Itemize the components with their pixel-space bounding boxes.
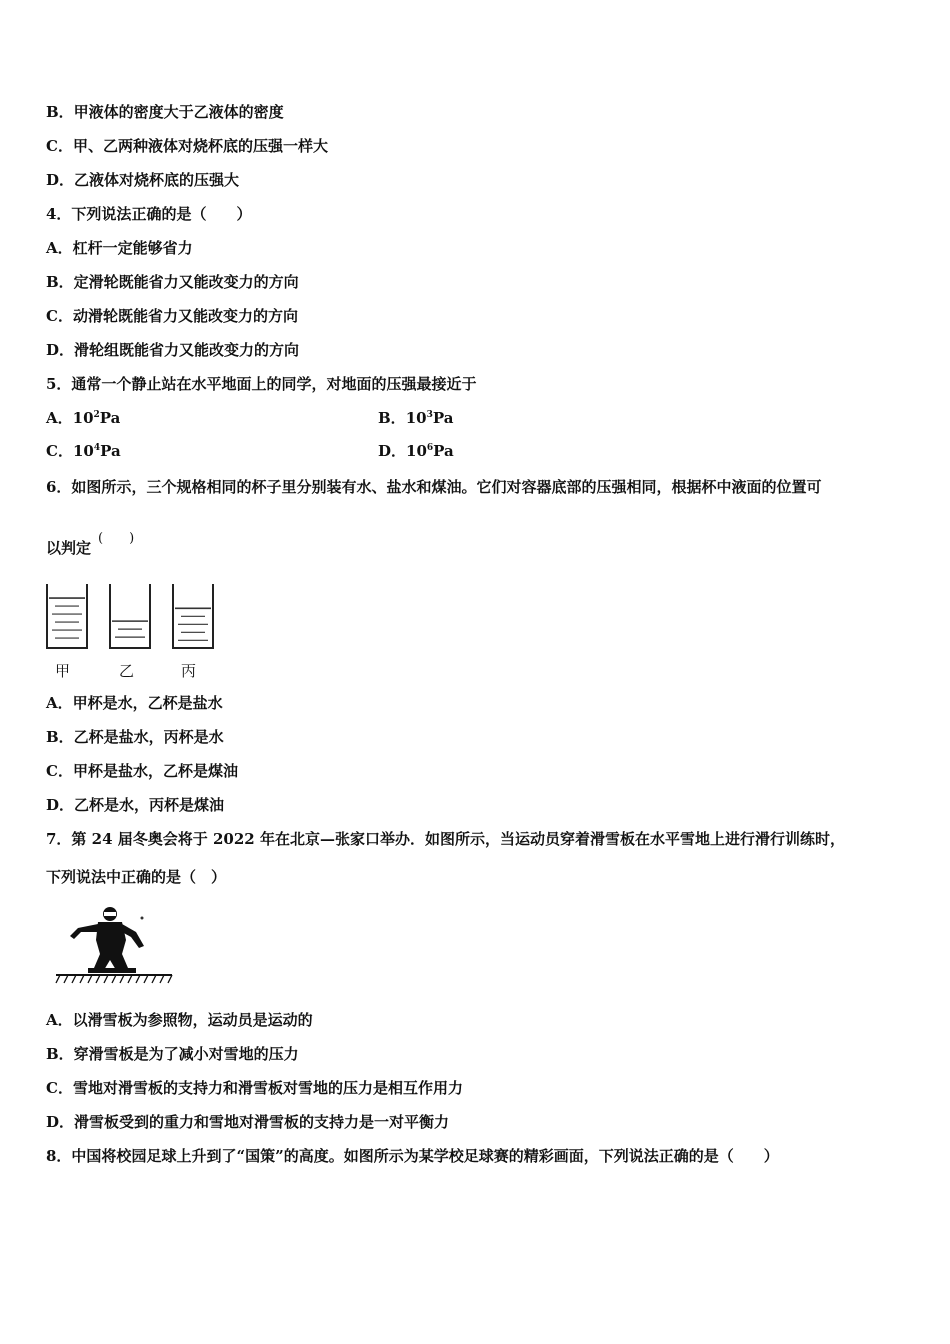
q5-option-d-unit: Pa: [433, 442, 454, 460]
q5-option-c: [46, 441, 121, 461]
q5-option-c-base: 10: [72, 442, 94, 460]
q5-option-b-exp: 3: [426, 410, 433, 420]
q5-option-a: [46, 408, 120, 428]
q5-option-c-unit: Pa: [100, 442, 121, 460]
q3-option-c: C．甲、乙两种液体对烧杯底的压强一样大: [46, 137, 328, 155]
snow-ground-hatching: [56, 975, 172, 983]
q5-option-a-base: 10: [72, 409, 94, 427]
three-cups-figure: [44, 582, 224, 652]
q6-option-b: B．乙杯是盐水，丙杯是水: [46, 728, 224, 746]
cup-label-yi: 乙: [119, 662, 135, 680]
q5-option-c-letter: C．: [46, 442, 73, 460]
q7-option-a: A．以滑雪板为参照物，运动员是运动的: [46, 1011, 313, 1029]
q4-option-a: A．杠杆一定能够省力: [46, 239, 193, 257]
snowboarder-right-arm: [122, 924, 144, 948]
snowboarder-left-arm: [70, 924, 98, 939]
q5-option-b: [378, 408, 453, 428]
q8-stem: 8．中国将校园足球上升到了“国策”的高度。如图所示为某学校足球赛的精彩画面，下列说法正确的是（ ）: [46, 1147, 779, 1165]
cup-yi: [110, 584, 150, 648]
q4-option-d: D．滑轮组既能省力又能改变力的方向: [46, 341, 300, 359]
snowboarder-legs: [94, 954, 128, 970]
q5-option-a-exp: 2: [93, 410, 100, 420]
q5-option-d-exp: 6: [426, 443, 434, 453]
q6-stem: 6．如图所示，三个规格相同的杯子里分别装有水、盐水和煤油。它们对容器底部的压强相同，根据杯中液面的位置可: [46, 478, 822, 496]
q5-option-d-letter: D．: [378, 442, 407, 460]
q5-option-b-letter: B．: [378, 409, 406, 427]
q5-option-d: [378, 441, 454, 461]
q7-stem: 7．第 24 届冬奥会将于 2022 年在北京—张家口举办．如图所示，当运动员穿着滑雪板在水平雪地上进行滑行训练时，: [46, 830, 845, 848]
q7-option-d: D．滑雪板受到的重力和雪地对滑雪板的支持力是一对平衡力: [46, 1113, 450, 1131]
cup-label-bing: 丙: [181, 662, 197, 680]
q5-option-a-letter: A．: [46, 409, 73, 427]
q5-option-b-unit: Pa: [432, 409, 454, 427]
q3-option-b: B．甲液体的密度大于乙液体的密度: [46, 103, 284, 121]
q6-option-a: A．甲杯是水，乙杯是盐水: [46, 694, 223, 712]
snowboarder-figure: [54, 902, 178, 986]
q5-option-a-unit: Pa: [99, 409, 121, 427]
snowboarder-body: [96, 922, 126, 954]
q6-answer-paren: ( ): [98, 531, 135, 546]
q6-stem-continued: 以判定: [46, 539, 92, 557]
q4-option-b: B．定滑轮既能省力又能改变力的方向: [46, 273, 299, 291]
q7-option-c: C．雪地对滑雪板的支持力和滑雪板对雪地的压力是相互作用力: [46, 1079, 463, 1097]
q7-stem-continued: 下列说法中正确的是（ ）: [46, 868, 227, 886]
q4-stem: 4．下列说法正确的是（ ）: [46, 205, 252, 223]
q6-option-c: C．甲杯是盐水，乙杯是煤油: [46, 762, 238, 780]
q5-stem: 5．通常一个静止站在水平地面上的同学，对地面的压强最接近于: [46, 375, 477, 393]
q6-option-d: D．乙杯是水，丙杯是煤油: [46, 796, 225, 814]
q3-option-d: D．乙液体对烧杯底的压强大: [46, 171, 240, 189]
q7-option-b: B．穿滑雪板是为了减小对雪地的压力: [46, 1045, 299, 1063]
q5-option-d-base: 10: [406, 442, 427, 460]
cup-label-jia: 甲: [55, 662, 71, 680]
q5-option-c-exp: 4: [93, 443, 101, 453]
snowboard: [88, 968, 136, 973]
q4-option-c: C．动滑轮既能省力又能改变力的方向: [46, 307, 298, 325]
q5-option-b-base: 10: [405, 409, 427, 427]
